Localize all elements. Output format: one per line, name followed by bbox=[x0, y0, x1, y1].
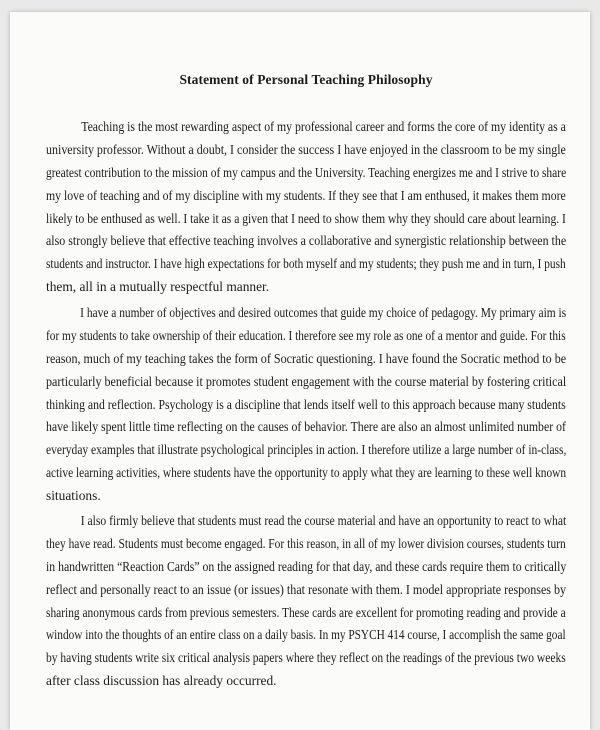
text-line: greatest contribution to the mission of my campus and the University. Teaching energizes me and I strive to share bbox=[46, 164, 567, 180]
text-line: my love of teaching and of my discipline with my students. If they see that I am enthused, it makes them more bbox=[46, 187, 566, 203]
text-line: Teaching is the most rewarding aspect of my professional career and forms the core of my identity as a bbox=[81, 119, 566, 134]
text-line: reason, much of my teaching takes the form of Socratic questioning. I have found the Socratic method to be bbox=[46, 350, 567, 366]
text-line: they have read. Students must become engaged. For this reason, in all of my lower division courses, students turn bbox=[46, 535, 566, 551]
text-line: everyday examples that illustrate psychological principles in action. I therefore utilize a large number of in-class, bbox=[46, 442, 567, 458]
text-line: them, all in a mutually respectful manner. bbox=[46, 279, 270, 295]
text-line: I have a number of objectives and desired outcomes that guide my choice of pedagogy. My primary aim is bbox=[80, 305, 567, 320]
paragraph bbox=[46, 510, 566, 693]
paragraph bbox=[46, 116, 566, 299]
text-line: situations. bbox=[46, 488, 101, 504]
text-line: likely to be enthused as well. I take it as a given that I need to show them why they should care about learning. I bbox=[46, 210, 566, 226]
text-line: reflect and personally react to an issue (or issues) that resonate with them. I model appropriate responses by bbox=[46, 581, 567, 597]
text-line: also strongly believe that effective teaching involves a collaborative and synergistic relationship between the bbox=[46, 233, 567, 249]
text-line: for my students to take ownership of their education. I therefore see my role as one of a mentor and guide. For this bbox=[46, 327, 566, 343]
text-line: window into the thoughts of an entire class on a daily basis. In my PSYCH 414 course, I accomplish the same goal bbox=[46, 627, 566, 643]
text-line: by having students write six critical analysis papers where they reflect on the readings of the previous two weeks bbox=[46, 650, 566, 666]
text-line: students and instructor. I have high expectations for both myself and my students; they push me and in turn, I push bbox=[46, 256, 566, 272]
document-page bbox=[10, 12, 590, 730]
text-line: active learning activities, where students have the opportunity to apply what they are learning to these well known bbox=[46, 465, 567, 481]
paragraph bbox=[46, 302, 566, 508]
text-line: have likely spent little time reflecting on the causes of behavior. There are also an almost unlimited number of bbox=[46, 419, 566, 435]
text-line: sharing anonymous cards from previous semesters. These cards are excellent for promoting reading and provide a bbox=[46, 604, 566, 620]
text-line: in handwritten “Reaction Cards” on the assigned reading for that day, and these cards require them to critically bbox=[46, 558, 567, 574]
text-line: after class discussion has already occurred. bbox=[46, 673, 277, 689]
text-line: thinking and reflection. Psychology is a discipline that lends itself well to this approach because many students bbox=[46, 396, 566, 412]
text-line: university professor. Without a doubt, I consider the success I have enjoyed in the classroom to be my single bbox=[46, 141, 566, 157]
text-line: I also firmly believe that students must read the course material and have an opportunity to react to what bbox=[80, 513, 567, 528]
document-title: Statement of Personal Teaching Philosophy bbox=[179, 72, 433, 87]
text-line: particularly beneficial because it promotes student engagement with the course material by fostering critical bbox=[46, 373, 567, 389]
